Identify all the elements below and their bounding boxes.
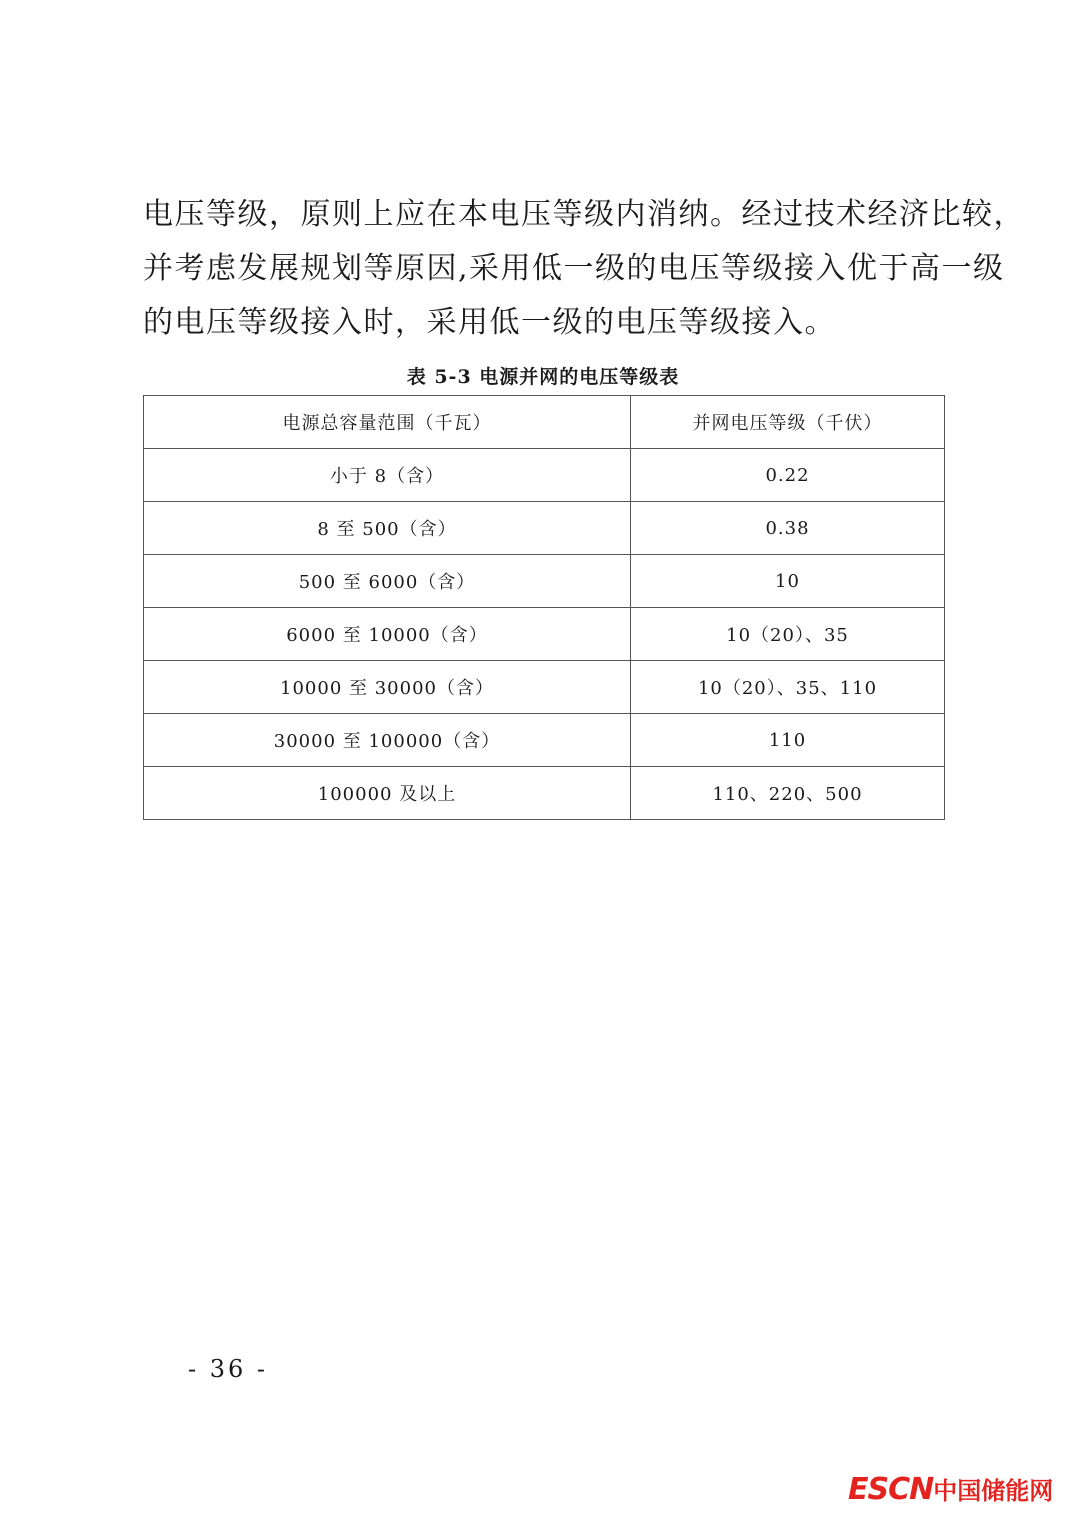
watermark-chinese: 中国储能网 — [933, 1477, 1054, 1505]
table-row — [144, 661, 945, 714]
capacity-cell: 100000 及以上 — [144, 767, 631, 820]
table-row — [144, 449, 945, 502]
table-row — [144, 767, 945, 820]
capacity-cell: 6000 至 10000（含） — [144, 608, 631, 661]
paragraph-line: 电压等级，原则上应在本电压等级内消纳。经过技术经济比较， — [143, 197, 1025, 232]
header-voltage-level: 并网电压等级（千伏） — [631, 396, 945, 449]
watermark-latin: ESCN — [848, 1472, 934, 1507]
table-row — [144, 502, 945, 555]
capacity-cell: 8 至 500（含） — [144, 502, 631, 555]
paragraph-line: 的电压等级接入时，采用低一级的电压等级接入。 — [143, 305, 836, 340]
table-row — [144, 714, 945, 767]
page-number: - 36 - — [188, 1355, 269, 1383]
voltage-cell: 10（20）、35 — [631, 608, 945, 661]
header-capacity-range: 电源总容量范围（千瓦） — [144, 396, 631, 449]
voltage-cell: 0.22 — [631, 449, 945, 502]
voltage-cell: 10（20）、35、110 — [631, 661, 945, 714]
capacity-cell: 30000 至 100000（含） — [144, 714, 631, 767]
capacity-cell: 10000 至 30000（含） — [144, 661, 631, 714]
table-caption: 表 5-3 电源并网的电压等级表 — [406, 366, 680, 388]
voltage-cell: 110、220、500 — [631, 767, 945, 820]
voltage-cell: 10 — [631, 555, 945, 608]
capacity-cell: 500 至 6000（含） — [144, 555, 631, 608]
escn-watermark-logo — [848, 1472, 1053, 1512]
voltage-cell: 110 — [631, 714, 945, 767]
table-row — [144, 555, 945, 608]
table-header-row — [144, 396, 945, 449]
paragraph-line: 并考虑发展规划等原因,采用低一级的电压等级接入优于高一级 — [143, 251, 1005, 286]
body-paragraph — [143, 188, 1025, 350]
capacity-cell: 小于 8（含） — [144, 449, 631, 502]
table-row — [144, 608, 945, 661]
voltage-cell: 0.38 — [631, 502, 945, 555]
voltage-level-table — [143, 395, 945, 820]
